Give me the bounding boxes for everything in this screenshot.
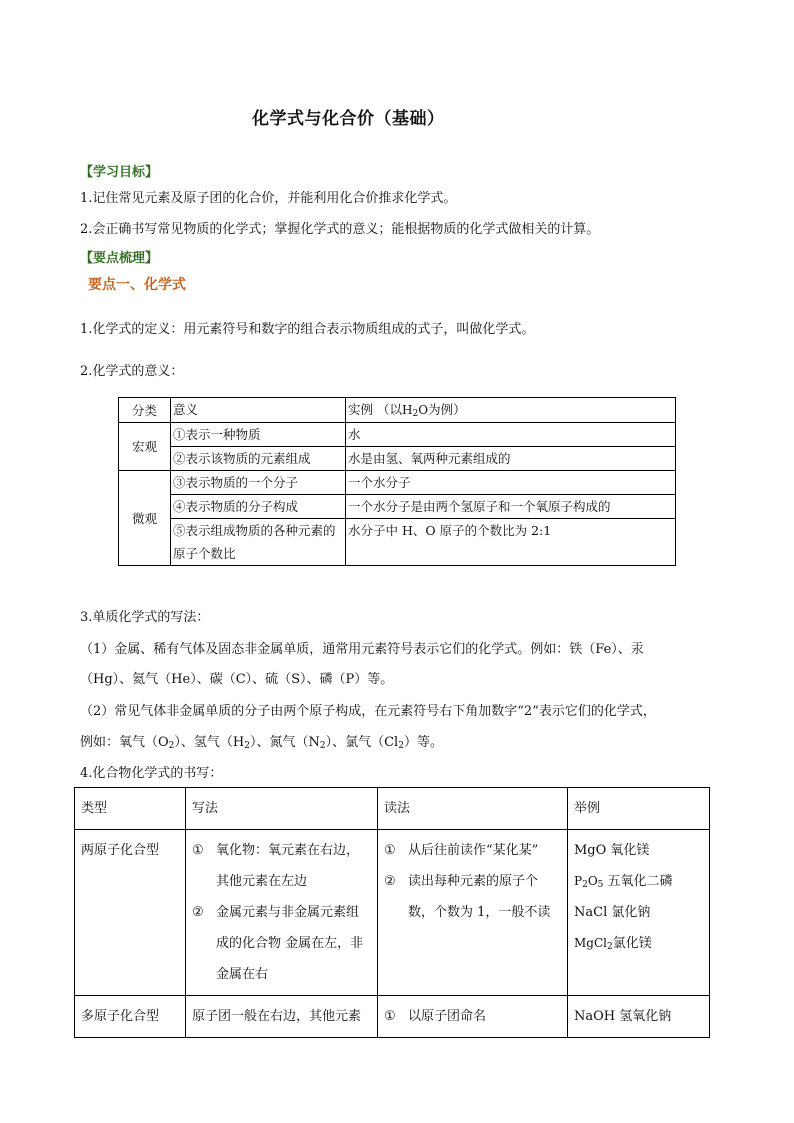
list-item: ② 金属元素与非金属元素组成的化合物 金属在左，非金属在右 xyxy=(192,905,364,982)
paragraph-element-formula-line-4: 例如：氧气$(O_2)$、氢气$(H_2)$、氮气$(N_2)$、氯气$(Cl_2)$等。 xyxy=(80,735,443,751)
reading-cell xyxy=(378,996,568,1038)
table-row xyxy=(75,830,710,996)
page-title: 化学式与化合价（基础） xyxy=(252,109,445,129)
meaning-cell: ⑤表示组成物质的各种元素的原子个数比 xyxy=(171,519,346,566)
header-category: 分类 xyxy=(119,398,171,423)
meaning-cell: ④表示物质的分子构成 xyxy=(171,495,346,519)
key-points-heading: 【要点梳理】 xyxy=(80,251,159,266)
list-item: ① 氧化物：氧元素在右边，其他元素在左边 xyxy=(192,843,360,889)
header-reading: 读法 xyxy=(378,788,568,830)
example-cell: 水分子中 H、O 原子的个数比为 2:1 xyxy=(346,519,676,566)
goal-1: 1.记住常见元素及原子团的化合价，并能利用化合价推求化学式。 xyxy=(80,191,457,206)
header-example: 实例 （以$H_2O$为例） xyxy=(346,398,676,423)
writing-cell: 原子团一般在右边，其他元素 xyxy=(186,996,378,1038)
header-writing: 写法 xyxy=(186,788,378,830)
header-meaning: 意义 xyxy=(171,398,346,423)
table-header-row xyxy=(75,788,710,830)
writing-cell xyxy=(186,830,378,996)
meaning-cell: ③表示物质的一个分子 xyxy=(171,471,346,495)
paragraph-definition: 1.化学式的定义：用元素符号和数字的组合表示物质组成的式子，叫做化学式。 xyxy=(80,322,535,337)
example-cell: 水 xyxy=(346,423,676,447)
table-row xyxy=(119,519,676,566)
example-cell: 水是由氢、氧两种元素组成的 xyxy=(346,447,676,471)
list-item: ① 以原子团命名 xyxy=(384,1009,487,1024)
table-row xyxy=(119,471,676,495)
example-item: MgCl$_2$氯化镁 xyxy=(574,936,652,952)
list-item: ② 读出每种元素的原子个数，个数为 1，一般不读 xyxy=(384,874,551,920)
table-row xyxy=(119,495,676,519)
example-item: NaCl 氯化钠 xyxy=(574,905,651,920)
paragraph-element-formula-line-3: （2）常见气体非金属单质的分子由两个原子构成，在元素符号右下角加数字“2”表示它们的化学式， xyxy=(80,704,656,719)
list-item: ① 从后往前读作“某化某” xyxy=(384,843,539,858)
table-row xyxy=(75,996,710,1038)
header-example: 举例 xyxy=(568,788,710,830)
table-header-row xyxy=(119,398,676,423)
meaning-cell: ①表示一种物质 xyxy=(171,423,346,447)
micro-cell: 微观 xyxy=(119,471,171,566)
paragraph-element-formula-heading: 3.单质化学式的写法： xyxy=(80,610,210,625)
header-type: 类型 xyxy=(75,788,186,830)
paragraph-meaning-heading: 2.化学式的意义： xyxy=(80,364,184,379)
learning-goals-heading: 【学习目标】 xyxy=(80,165,159,180)
reading-cell xyxy=(378,830,568,996)
meaning-cell: ②表示该物质的元素组成 xyxy=(171,447,346,471)
example-item: $P_2O_5$ 五氧化二磷 xyxy=(574,874,673,890)
example-cell xyxy=(568,830,710,996)
example-cell: 一个水分子 xyxy=(346,471,676,495)
table-row xyxy=(119,423,676,447)
table-row xyxy=(119,447,676,471)
compound-formula-table xyxy=(74,787,710,1038)
macro-cell: 宏观 xyxy=(119,423,171,471)
example-cell: NaOH 氢氧化钠 xyxy=(568,996,710,1038)
example-item: MgO 氧化镁 xyxy=(574,843,650,858)
formula-meaning-table xyxy=(118,397,676,566)
type-cell: 两原子化合型 xyxy=(75,830,186,996)
paragraph-compound-formula-heading: 4.化合物化学式的书写： xyxy=(80,766,223,781)
paragraph-element-formula-line-1: （1）金属、稀有气体及固态非金属单质，通常用元素符号表示它们的化学式。例如：铁（Fe）、汞 xyxy=(80,642,644,657)
paragraph-element-formula-line-2: （Hg）、氦气（He）、碳（C）、硫（S）、磷（P）等。 xyxy=(80,672,394,687)
example-cell: 一个水分子是由两个氢原子和一个氧原子构成的 xyxy=(346,495,676,519)
key-point-1-heading: 要点一、化学式 xyxy=(88,277,186,293)
type-cell: 多原子化合型 xyxy=(75,996,186,1038)
goal-2: 2.会正确书写常见物质的化学式；掌握化学式的意义；能根据物质的化学式做相关的计算。 xyxy=(80,222,600,237)
